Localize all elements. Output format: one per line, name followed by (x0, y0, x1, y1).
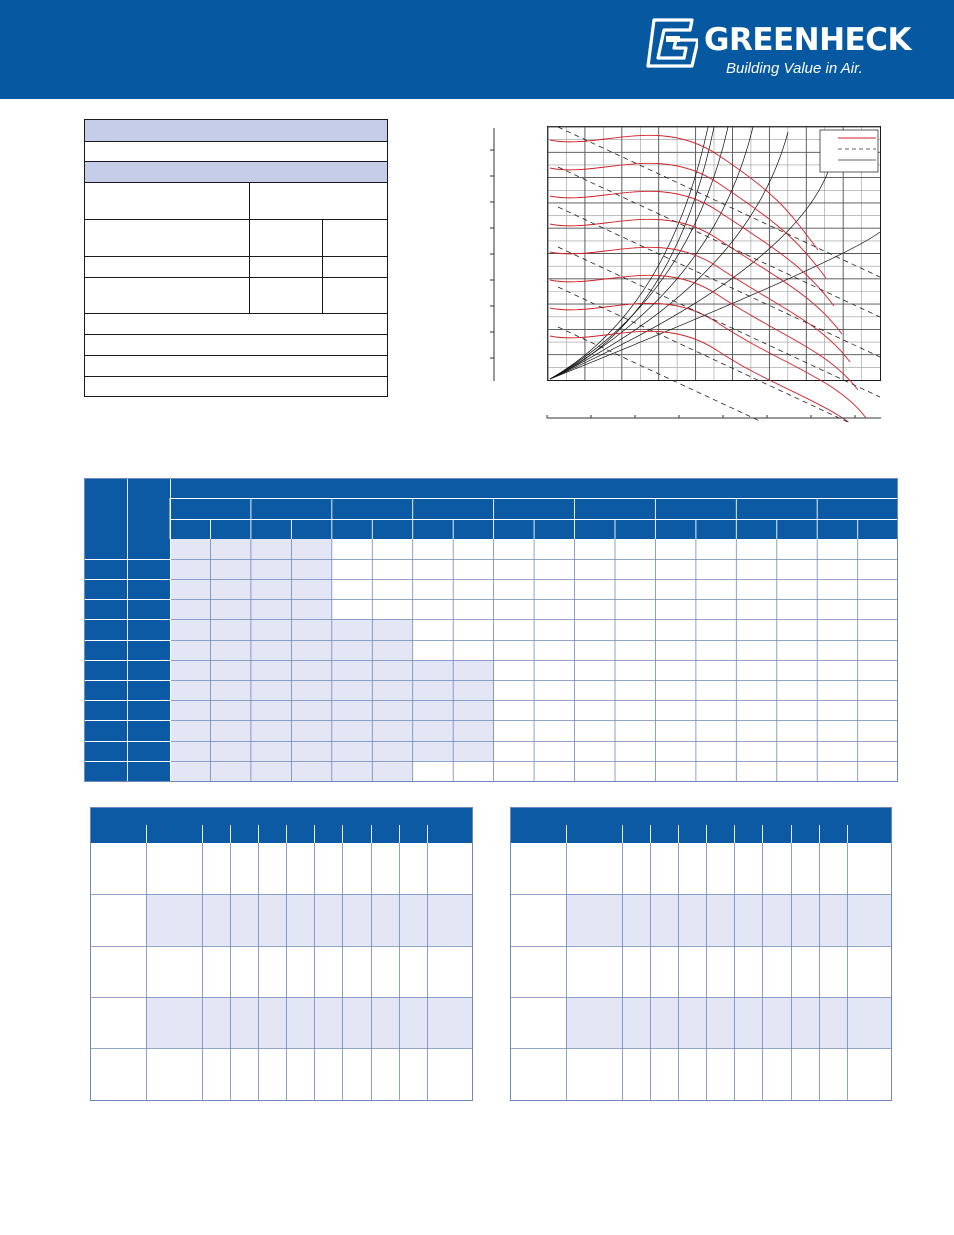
brand-tagline: Building Value in Air. (726, 60, 863, 77)
sound-table-left (90, 807, 473, 1101)
sound-table-header-row (510, 825, 892, 843)
sound-table-border (511, 808, 892, 1101)
performance-table (84, 478, 898, 782)
spec-table (84, 119, 388, 397)
sound-table-header-row (90, 825, 473, 843)
brand-name: GREENHECK (704, 22, 912, 58)
chart-legend (820, 130, 878, 172)
sound-table-border (91, 808, 473, 1101)
greenheck-logo[interactable] (646, 18, 912, 82)
greenheck-g-logo-icon (646, 18, 698, 68)
sound-table-shaded-row (566, 997, 892, 1048)
fan-performance-chart (488, 122, 888, 422)
chart-secondary-axis (547, 415, 881, 418)
table-header-bg (84, 478, 898, 539)
sound-table-gridlines (510, 843, 892, 1101)
sound-table-shaded-row (146, 894, 473, 946)
sound-table-shaded-row (566, 894, 892, 946)
sound-table-title-bar (510, 807, 892, 825)
sound-table-title-bar (90, 807, 473, 825)
sound-table-right (510, 807, 892, 1101)
sound-table-shaded-row (146, 997, 473, 1048)
page-header (0, 0, 954, 99)
sound-table-gridlines (90, 843, 473, 1101)
